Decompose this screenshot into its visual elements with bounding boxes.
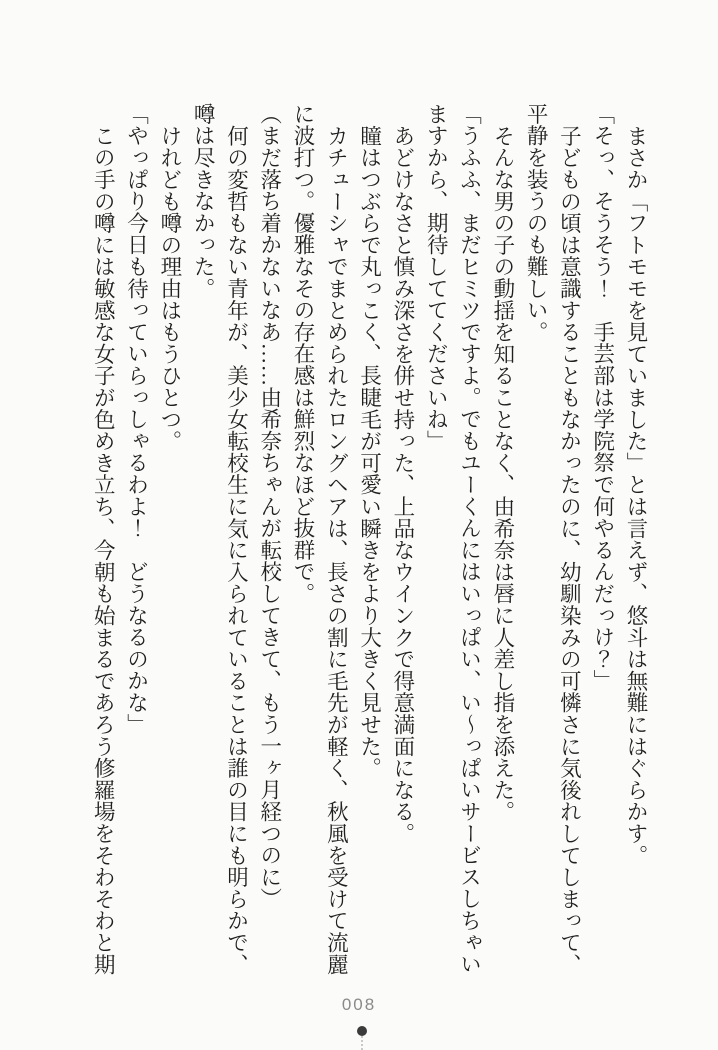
text-line: この手の噂には敏感な女子が色めき立ち、今朝も始まるであろう修羅場をそわそわと期 [91,124,116,975]
text-line: カチューシャでまとめられたロングヘアは、長さの割に毛先が軽く、秋風を受けて流麗 [324,124,349,975]
text-line: 噂は尽きなかった。 [191,103,216,300]
text-line: ますから、期待しててくださいね」 [424,103,449,452]
binding-dot-mark [357,1026,367,1036]
text-line: 子どもの頃は意識することもなかったのに、幼馴染みの可憐さに気後れしてしまって、 [557,124,582,975]
text-line: 「うふふ、まだヒミツですよ。でもユーくんにはいっぱい、い〜っぱいサービスしちゃい [457,103,482,975]
text-line: 瞳はつぶらで丸っこく、長睫毛が可愛い瞬きをより大きく見せた。 [357,124,382,779]
text-line: けれども噂の理由はもうひとつ。 [157,124,182,452]
text-line: （まだ落ち着かないなあ……由希奈ちゃんが転校してきて、もう一ヶ月経つのに） [257,103,282,910]
text-line: あどけなさと慎み深さを併せ持った、上品なウインクで得意満面になる。 [390,124,415,844]
page-text-block [86,103,652,987]
text-line: 何の変哲もない青年が、美少女転校生に気に入られていることは誰の目にも明らかで、 [224,124,249,975]
text-line: 平静を装うのも難しい。 [524,103,549,343]
binding-crease-line [361,1036,363,1050]
page-number: 008 [341,995,377,1014]
text-line: まさか「フトモモを見ていました」とは言えず、悠斗は無難にはぐらかす。 [624,124,648,866]
text-line: そんな男の子の動揺を知ることなく、由希奈は唇に人差し指を添えた。 [490,124,515,823]
text-line: に波打つ。優雅なその存在感は鮮烈なほど抜群で。 [291,103,316,605]
text-line: 「そっ、そうそう！ 手芸部は学院祭で何やるんだっけ？」 [590,103,615,692]
text-line: 「やっぱり今日も待っていらっしゃるわよ！ どうなるのかな」 [124,103,149,736]
